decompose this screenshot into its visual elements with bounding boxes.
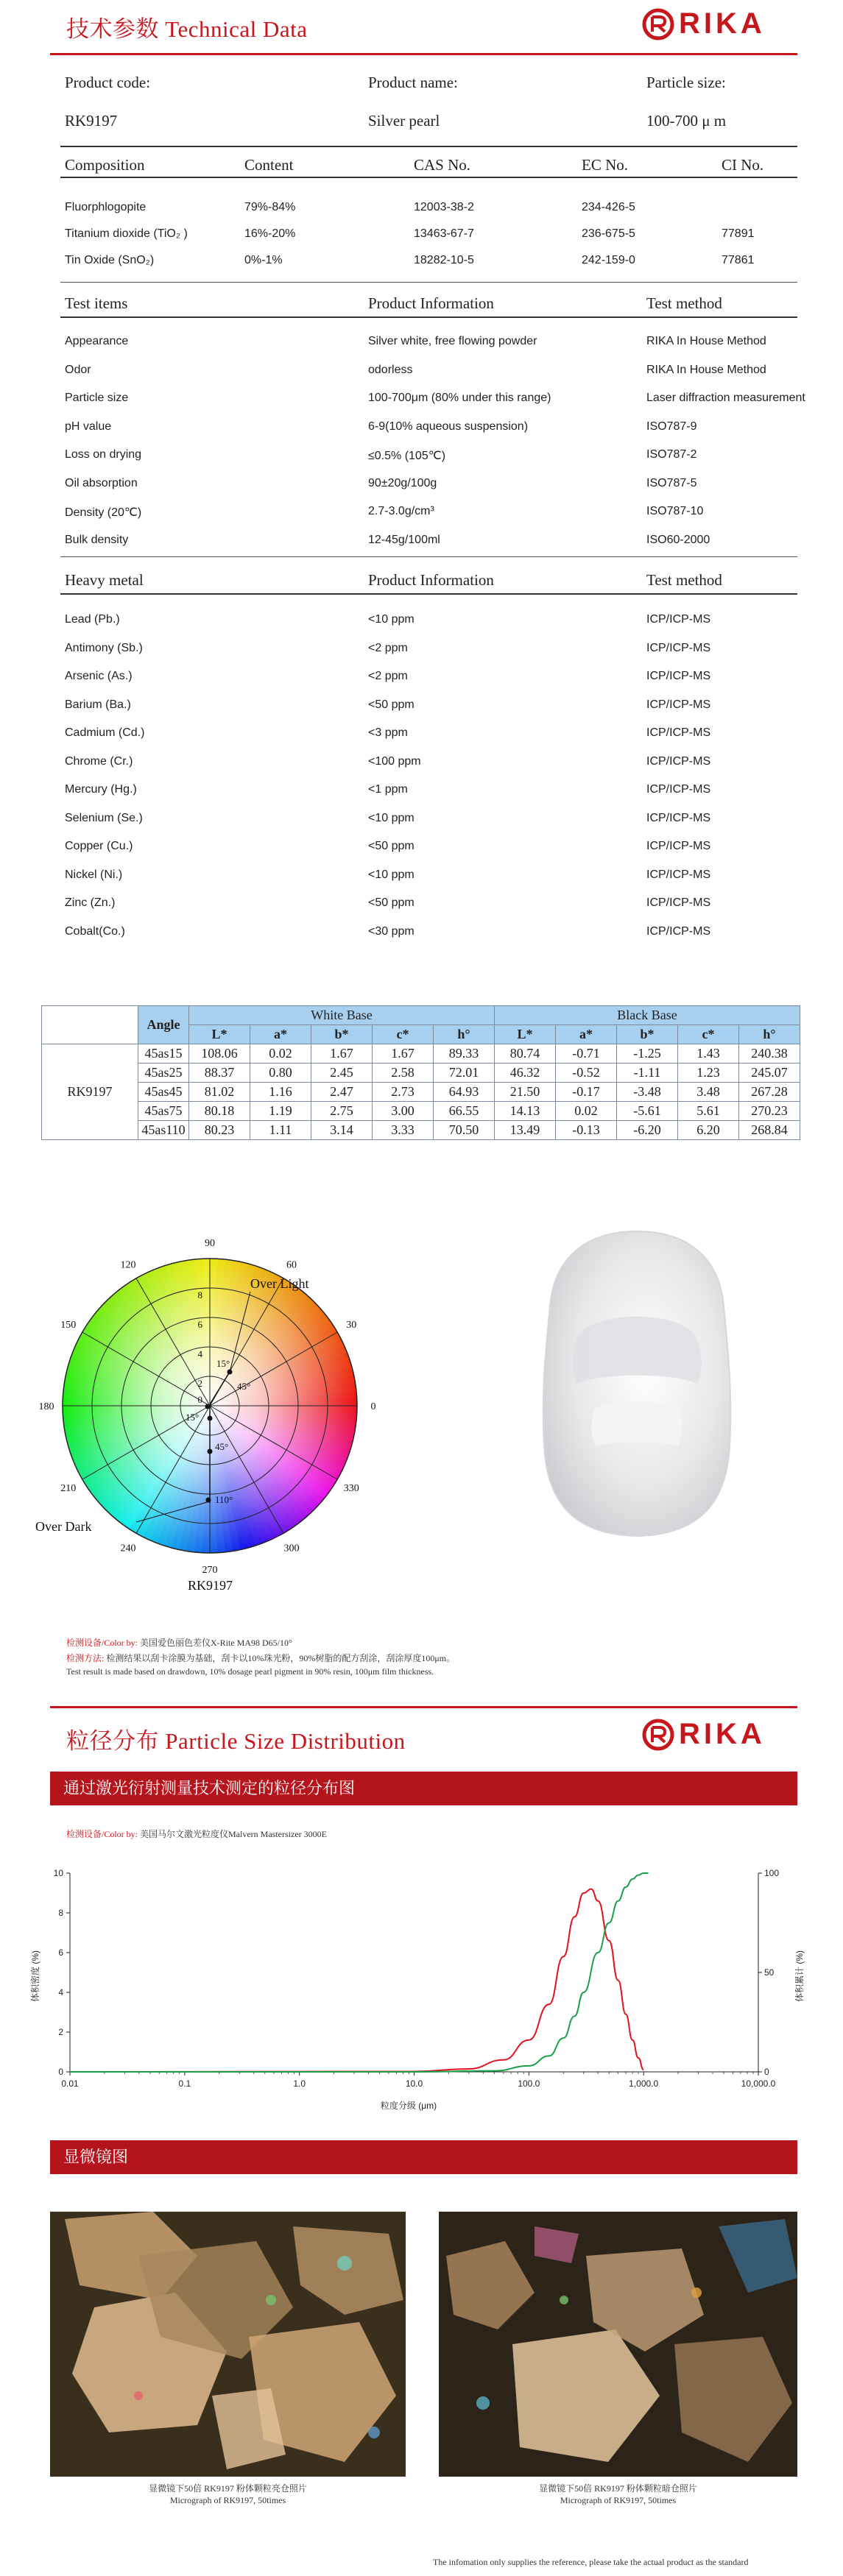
value-cell: 80.18	[189, 1102, 250, 1121]
x-tick-label: 10,000.0	[741, 2078, 776, 2089]
table-row	[42, 1083, 800, 1102]
angle-label: 120	[120, 1259, 136, 1271]
value-cell: 1.67	[373, 1044, 434, 1064]
logo-text: RIKA	[679, 1718, 766, 1750]
column-header: EC No.	[582, 156, 628, 174]
table-cell: <50 ppm	[368, 698, 415, 711]
angle-cell: 45as45	[138, 1083, 189, 1102]
table-cell: 100-700μm (80% under this range)	[368, 392, 551, 404]
table-cell: Odor	[65, 363, 91, 376]
table-cell: 13463-67-7	[414, 227, 474, 240]
value-cell: -0.17	[556, 1083, 617, 1102]
table-cell: ICP/ICP-MS	[646, 726, 711, 739]
table-cell: Tin Oxide (SnO₂)	[65, 254, 155, 266]
value-cell: -0.71	[556, 1044, 617, 1064]
value-cell: -3.48	[617, 1083, 678, 1102]
table-cell: <10 ppm	[368, 868, 415, 881]
value-cell: 89.33	[434, 1044, 495, 1064]
angle-cell: 45as110	[138, 1121, 189, 1140]
value-cell: 2.75	[311, 1102, 373, 1121]
column-header: Product Information	[368, 571, 494, 589]
value-cell: 1.19	[250, 1102, 311, 1121]
micrograph-caption-cn: 显微镜下50倍 RK9197 粉体颗粒亮仓照片	[149, 2483, 307, 2494]
column-header: Heavy metal	[65, 571, 144, 589]
table-cell: Loss on drying	[65, 448, 142, 461]
micrograph-dark-image	[439, 2212, 797, 2477]
radius-label: 6	[197, 1319, 202, 1330]
table-cell: Nickel (Ni.)	[65, 868, 123, 881]
particle-size-label: Particle size:	[646, 74, 726, 91]
point-45-dark	[208, 1449, 213, 1454]
value-cell: -1.11	[617, 1064, 678, 1083]
method-note-en: Test result is made based on drawdown, 10% dosage pearl pigment in 90% resin, 100μm film thickness.	[66, 1666, 434, 1677]
x-axis-label: 粒度分级 (μm)	[380, 2101, 437, 2111]
angle-label: 90	[205, 1238, 215, 1249]
black-base-header: Black Base	[495, 1006, 800, 1025]
y-right-tick-label: 50	[764, 1967, 775, 1978]
value-cell: 1.23	[678, 1064, 739, 1083]
divider	[60, 177, 797, 178]
wheel-caption: RK9197	[188, 1578, 233, 1593]
table-cell: Barium (Ba.)	[65, 698, 131, 711]
table-cell: ICP/ICP-MS	[646, 754, 711, 768]
table-cell: odorless	[368, 363, 413, 376]
microscope-banner: 显微镜图	[50, 2140, 797, 2174]
sub-header: a*	[250, 1025, 311, 1044]
table-cell: Laser diffraction measurement	[646, 392, 805, 404]
table-cell: ISO787-9	[646, 420, 697, 433]
table-cell: Cobalt(Co.)	[65, 924, 125, 938]
table-cell: Oil absorption	[65, 476, 138, 489]
sub-header: c*	[678, 1025, 739, 1044]
table-cell: ICP/ICP-MS	[646, 896, 711, 909]
table-cell: ICP/ICP-MS	[646, 670, 711, 682]
table-cell: 77891	[722, 227, 755, 240]
value-cell: 14.13	[495, 1102, 556, 1121]
value-cell: 1.11	[250, 1121, 311, 1140]
column-header: CAS No.	[414, 156, 471, 174]
value-cell: 5.61	[678, 1102, 739, 1121]
value-cell: 1.43	[678, 1044, 739, 1064]
value-cell: 3.14	[311, 1121, 373, 1140]
angle-header: Angle	[138, 1006, 189, 1044]
product-cell: RK9197	[42, 1044, 138, 1140]
psd-banner: 通过激光衍射测量技术测定的粒径分布图	[50, 1772, 797, 1805]
table-cell: <10 ppm	[368, 811, 415, 824]
rika-logo	[642, 7, 766, 40]
radius-label: 4	[197, 1348, 202, 1359]
table-cell: <50 ppm	[368, 896, 415, 909]
value-cell: 2.47	[311, 1083, 373, 1102]
value-cell: -0.13	[556, 1121, 617, 1140]
rika-logo-icon	[642, 8, 674, 40]
product-name-value: Silver pearl	[368, 112, 440, 130]
value-cell: 80.23	[189, 1121, 250, 1140]
value-cell: 66.55	[434, 1102, 495, 1121]
column-header: Composition	[65, 156, 145, 174]
cumulative-series-line	[70, 1873, 649, 2072]
rika-logo	[642, 1718, 766, 1751]
radius-label: 8	[197, 1289, 202, 1301]
column-header: Test items	[65, 294, 128, 312]
table-cell: ICP/ICP-MS	[646, 924, 711, 938]
table-cell: <10 ppm	[368, 613, 415, 626]
table-cell: Titanium dioxide (TiO₂ )	[65, 227, 188, 240]
column-header: CI No.	[722, 156, 764, 174]
column-header: Test method	[646, 294, 722, 312]
table-cell: 16%-20%	[244, 227, 296, 240]
value-cell: 3.00	[373, 1102, 434, 1121]
sub-header: b*	[311, 1025, 373, 1044]
value-cell: 2.58	[373, 1064, 434, 1083]
angle-cell: 45as75	[138, 1102, 189, 1121]
angle-cell: 45as15	[138, 1044, 189, 1064]
divider	[60, 282, 797, 283]
y-right-tick-label: 100	[764, 1868, 780, 1878]
color-data-table	[41, 1005, 800, 1140]
value-cell: 0.02	[556, 1102, 617, 1121]
radius-label: 2	[197, 1378, 202, 1389]
table-cell: Silver white, free flowing powder	[368, 335, 537, 347]
micrograph-caption-en: Micrograph of RK9197, 50times	[169, 2495, 286, 2505]
point-75	[205, 1404, 211, 1409]
table-cell: <30 ppm	[368, 924, 415, 938]
method-note: 检测方法: 检测结果以刮卡涂膜为基础，刮卡以10%珠光粉，90%树脂的配方刮涂，刮涂厚度100μm。	[66, 1653, 456, 1663]
y-left-tick-label: 2	[58, 2027, 63, 2037]
logo-text: RIKA	[679, 7, 766, 40]
table-cell: 234-426-5	[582, 201, 635, 213]
value-cell: -1.25	[617, 1044, 678, 1064]
y-right-tick-label: 0	[764, 2067, 769, 2077]
sub-header: c*	[373, 1025, 434, 1044]
value-cell: 64.93	[434, 1083, 495, 1102]
right-axis-label: 体积累计 (%)	[794, 1950, 805, 2002]
angle-label: 330	[343, 1483, 359, 1494]
value-cell: 80.74	[495, 1044, 556, 1064]
product-code-value: RK9197	[65, 112, 118, 130]
point-label: 45°	[215, 1441, 229, 1452]
x-tick-label: 0.01	[61, 2078, 79, 2089]
table-cell: Zinc (Zn.)	[65, 896, 116, 909]
table-cell: 2.7-3.0g/cm³	[368, 505, 434, 517]
x-tick-label: 1.0	[293, 2078, 306, 2089]
angle-label: 210	[60, 1483, 77, 1494]
particle-size-chart	[22, 1851, 825, 2123]
section-divider	[50, 1706, 797, 1708]
table-cell: Copper (Cu.)	[65, 840, 133, 852]
table-cell: ISO787-10	[646, 505, 704, 517]
table-cell: ICP/ICP-MS	[646, 698, 711, 711]
value-cell: 2.45	[311, 1064, 373, 1083]
pearl-sample-shape	[526, 1225, 747, 1542]
table-cell: ISO787-5	[646, 476, 697, 489]
point-110	[206, 1498, 211, 1503]
table-cell: Arsenic (As.)	[65, 670, 133, 682]
table-row	[42, 1064, 800, 1083]
color-wheel-chart	[22, 1207, 405, 1604]
sub-header: b*	[617, 1025, 678, 1044]
table-cell: 242-159-0	[582, 254, 635, 266]
table-cell: 12003-38-2	[414, 201, 474, 213]
sub-header: L*	[495, 1025, 556, 1044]
table-cell: Mercury (Hg.)	[65, 783, 137, 796]
angle-label: 0	[370, 1401, 376, 1412]
table-cell: <1 ppm	[368, 783, 408, 796]
value-cell: 72.01	[434, 1064, 495, 1083]
sub-header: L*	[189, 1025, 250, 1044]
divider	[60, 556, 797, 557]
table-row	[42, 1121, 800, 1140]
psd-title: 粒径分布 Particle Size Distribution	[66, 1728, 406, 1754]
left-axis-label: 体积密度 (%)	[30, 1950, 40, 2002]
table-cell: ≤0.5% (105℃)	[368, 450, 446, 462]
table-cell: Lead (Pb.)	[65, 613, 120, 626]
value-cell: 21.50	[495, 1083, 556, 1102]
table-cell: RIKA In House Method	[646, 363, 766, 376]
point-15	[227, 1370, 233, 1375]
over-dark-label: Over Dark	[35, 1519, 92, 1534]
table-cell: Bulk density	[65, 533, 129, 546]
table-cell: 0%-1%	[244, 254, 283, 266]
table-cell: ICP/ICP-MS	[646, 641, 711, 654]
y-left-tick-label: 10	[53, 1868, 63, 1878]
y-left-tick-label: 6	[58, 1947, 63, 1958]
table-cell: pH value	[65, 420, 112, 433]
y-left-tick-label: 8	[58, 1908, 63, 1918]
table-cell: <2 ppm	[368, 670, 408, 682]
product-code-label: Product code:	[65, 74, 151, 91]
table-cell: 6-9(10% aqueous suspension)	[368, 420, 529, 433]
micrograph-caption-en: Micrograph of RK9197, 50times	[560, 2495, 677, 2505]
table-cell: ICP/ICP-MS	[646, 811, 711, 824]
psd-device-note: 检测设备/Color by: 美国马尔文激光粒度仪Malvern Mastersizer 3000E	[66, 1829, 327, 1839]
value-cell: 6.20	[678, 1121, 739, 1140]
table-cell: Appearance	[65, 335, 129, 347]
chart-axes	[54, 1868, 780, 2089]
table-cell: 236-675-5	[582, 227, 635, 240]
value-cell: 70.50	[434, 1121, 495, 1140]
value-cell: 268.84	[739, 1121, 800, 1140]
divider	[60, 593, 797, 595]
micrograph-dark	[439, 2212, 797, 2477]
y-left-tick-label: 0	[58, 2067, 63, 2077]
angle-cell: 45as25	[138, 1064, 189, 1083]
value-cell: 81.02	[189, 1083, 250, 1102]
sub-header: h°	[739, 1025, 800, 1044]
x-tick-label: 1,000.0	[629, 2078, 659, 2089]
table-cell: Density (20℃)	[65, 506, 142, 519]
table-cell: Particle size	[65, 392, 129, 404]
table-cell: 18282-10-5	[414, 254, 474, 266]
divider	[60, 316, 797, 318]
table-cell: RIKA In House Method	[646, 335, 766, 347]
y-left-tick-label: 4	[58, 1987, 63, 1998]
angle-label: 60	[286, 1259, 297, 1271]
table-cell: <3 ppm	[368, 726, 408, 739]
table-cell: ICP/ICP-MS	[646, 840, 711, 852]
divider	[60, 146, 797, 147]
angle-label: 30	[346, 1320, 357, 1331]
angle-label: 270	[202, 1565, 218, 1576]
point-45	[208, 1416, 213, 1421]
table-cell: 79%-84%	[244, 201, 296, 213]
radius-label: 0	[197, 1394, 202, 1405]
table-cell: 77861	[722, 254, 755, 266]
value-cell: 2.73	[373, 1083, 434, 1102]
micrograph-bright-image	[50, 2212, 406, 2477]
x-tick-label: 10.0	[405, 2078, 423, 2089]
product-name-label: Product name:	[368, 74, 458, 91]
table-cell: ICP/ICP-MS	[646, 783, 711, 796]
value-cell: 46.32	[495, 1064, 556, 1083]
value-cell: 1.67	[311, 1044, 373, 1064]
micrograph-caption-cn: 显微镜下50倍 RK9197 粉体颗粒暗仓照片	[539, 2483, 697, 2494]
sub-header: a*	[556, 1025, 617, 1044]
particle-size-value: 100-700 μ m	[646, 112, 727, 130]
over-light-label: Over Light	[250, 1276, 309, 1291]
value-cell: 270.23	[739, 1102, 800, 1121]
value-cell: 108.06	[189, 1044, 250, 1064]
footer-note: The infomation only supplies the reference, please take the actual product as the standard	[433, 2557, 749, 2567]
table-cell: ISO60-2000	[646, 533, 710, 546]
value-cell: 88.37	[189, 1064, 250, 1083]
table-cell: Cadmium (Cd.)	[65, 726, 145, 739]
table-cell: ICP/ICP-MS	[646, 868, 711, 881]
x-tick-label: 100.0	[518, 2078, 540, 2089]
value-cell: 13.49	[495, 1121, 556, 1140]
table-cell: 90±20g/100g	[368, 476, 437, 489]
table-cell: ISO787-2	[646, 448, 697, 461]
column-header: Content	[244, 156, 294, 174]
page-title: 技术参数 Technical Data	[66, 16, 308, 42]
table-cell: <100 ppm	[368, 754, 421, 768]
point-label: 45°	[237, 1381, 251, 1392]
angle-label: 150	[60, 1320, 77, 1331]
x-tick-label: 0.1	[178, 2078, 191, 2089]
table-cell: Fluorphlogopite	[65, 201, 147, 213]
value-cell: 267.28	[739, 1083, 800, 1102]
angle-label: 240	[120, 1543, 136, 1554]
device-note: 检测设备/Color by: 美国爱色丽色差仪X-Rite MA98 D65/10°	[66, 1638, 292, 1648]
angle-label: 180	[38, 1401, 54, 1412]
point-label: 15°	[186, 1412, 200, 1423]
table-row	[42, 1044, 800, 1064]
value-cell: -0.52	[556, 1064, 617, 1083]
column-header: Product Information	[368, 294, 494, 312]
value-cell: 1.16	[250, 1083, 311, 1102]
rika-logo-icon	[642, 1719, 674, 1751]
value-cell: 240.38	[739, 1044, 800, 1064]
micrograph-bright	[50, 2212, 406, 2477]
white-base-header: White Base	[189, 1006, 495, 1025]
table-cell: <2 ppm	[368, 641, 408, 654]
value-cell: 245.07	[739, 1064, 800, 1083]
table-cell: ICP/ICP-MS	[646, 613, 711, 626]
value-cell: -5.61	[617, 1102, 678, 1121]
table-row	[42, 1102, 800, 1121]
value-cell: 3.33	[373, 1121, 434, 1140]
point-label: 15°	[216, 1358, 230, 1369]
table-cell: <50 ppm	[368, 840, 415, 852]
value-cell: 0.02	[250, 1044, 311, 1064]
point-label: 110°	[215, 1494, 233, 1505]
value-cell: 0.80	[250, 1064, 311, 1083]
header-divider	[50, 53, 797, 55]
value-cell: -6.20	[617, 1121, 678, 1140]
table-cell: 12-45g/100ml	[368, 533, 440, 546]
angle-label: 300	[283, 1543, 300, 1554]
table-cell: Chrome (Cr.)	[65, 754, 133, 768]
column-header: Test method	[646, 571, 722, 589]
table-cell: Selenium (Se.)	[65, 811, 143, 824]
value-cell: 3.48	[678, 1083, 739, 1102]
sub-header: h°	[434, 1025, 495, 1044]
table-cell: Antimony (Sb.)	[65, 641, 143, 654]
chart-series	[70, 1873, 649, 2072]
